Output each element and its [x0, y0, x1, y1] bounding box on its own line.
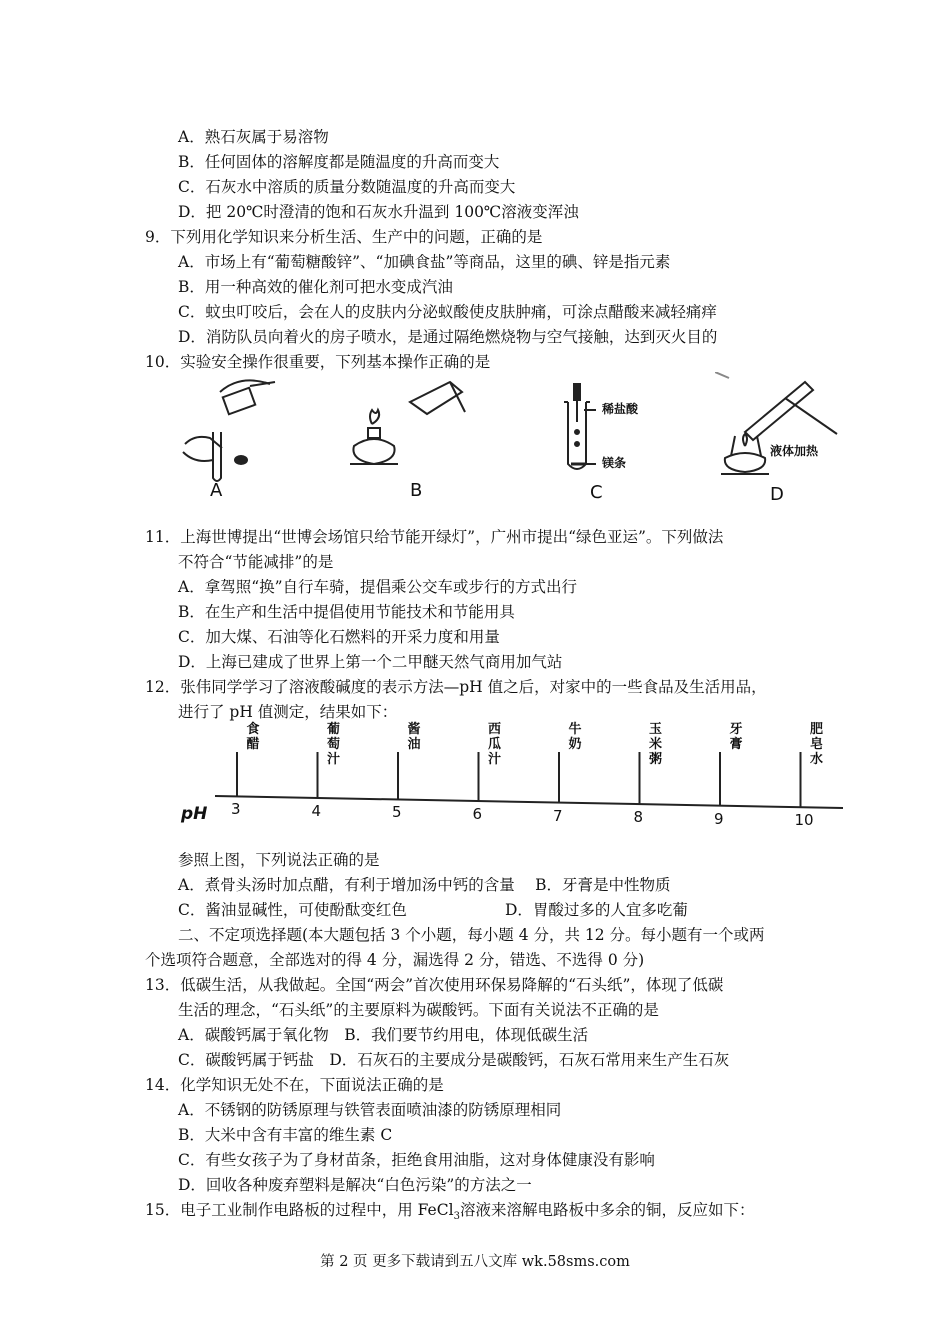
q14-stem: 14．化学知识无处不在，下面说法正确的是	[145, 1076, 444, 1094]
ph-tick-label: 3	[231, 800, 241, 819]
q11-stem-line2: 不符合“节能减排”的是	[178, 553, 334, 571]
q13-stem-line1: 13．低碳生活，从我做起。全国“两会”首次使用环保易降解的“石头纸”，体现了低碳	[145, 976, 724, 994]
q15-stem	[145, 1200, 754, 1227]
ph-tick-label: 6	[472, 805, 483, 824]
ph-scale-axis	[175, 718, 855, 834]
ph-item-label: 牙膏	[729, 722, 743, 752]
q14-option-a: A．不锈钢的防锈原理与铁管表面喷油漆的防锈原理相同	[178, 1101, 562, 1119]
q8-option-c: C．石灰水中溶质的质量分数随温度的升高而变大	[178, 178, 516, 196]
q11-stem-line1: 11．上海世博提出“世博会场馆只给节能开绿灯”，广州市提出“绿色亚运”。下列做法	[145, 528, 724, 546]
ph-item-label: 食醋	[246, 722, 260, 752]
q10-figures	[170, 372, 850, 512]
q8-option-b: B．任何固体的溶解度都是随温度的升高而变大	[178, 153, 500, 171]
ph-item-label: 西瓜汁	[487, 722, 501, 767]
figure-a-illustration	[175, 372, 285, 482]
figure-c-magnesium-label: 镁条	[602, 456, 627, 470]
q11-option-a: A．拿驾照“换”自行车骑，提倡乘公交车或步行的方式出行	[178, 578, 578, 596]
section2-line1: 二、不定项选择题(本大题包括 3 个小题，每小题 4 分，共 12 分。每小题有一个或两	[178, 926, 765, 944]
q13-stem-line2: 生活的理念，“石头纸”的主要原料为碳酸钙。下面有关说法不正确的是	[178, 1001, 659, 1019]
ph-tick-label: 9	[714, 809, 724, 828]
q12-option-c: C．酱油显碱性，可使酚酞变红色	[178, 901, 407, 919]
figure-a-label: A	[210, 480, 223, 501]
q12-option-d: D．胃酸过多的人宜多吃葡	[505, 901, 688, 919]
ph-tick-label: 8	[633, 808, 644, 827]
figure-c-acid-label: 稀盐酸	[602, 402, 639, 416]
q10-stem: 10．实验安全操作很重要，下列基本操作正确的是	[145, 353, 491, 371]
ph-scale-chart	[175, 718, 855, 834]
q15-stem-a: 15．电子工业制作电路板的过程中，用 FeCl	[145, 1201, 454, 1219]
q12-stem-line1: 12．张伟同学学习了溶液酸碱度的表示方法—pH 值之后，对家中的一些食品及生活用品，	[145, 678, 767, 696]
q9-option-d: D．消防队员向着火的房子喷水，是通过隔绝燃烧物与空气接触，达到灭火目的	[178, 328, 718, 346]
q14-option-b: B．大米中含有丰富的维生素 C	[178, 1126, 393, 1144]
section2-line2: 个选项符合题意，全部选对的得 4 分，漏选得 2 分，错选、不选得 0 分)	[145, 951, 645, 969]
q15-stem-sub: 3	[453, 1211, 460, 1223]
ph-tick-label: 7	[553, 806, 563, 825]
q8-option-a: A．熟石灰属于易溶物	[178, 128, 329, 146]
ph-item-label: 酱油	[407, 722, 421, 752]
ph-axis-line	[215, 796, 843, 808]
ph-tick-label: 4	[311, 801, 322, 820]
ph-item-label: 玉米粥	[648, 722, 662, 767]
figure-b-illustration	[350, 372, 470, 482]
q11-option-d: D．上海已建成了世界上第一个二甲醚天然气商用加气站	[178, 653, 563, 671]
q15-stem-b: 溶液来溶解电路板中多余的铜，反应如下：	[459, 1201, 755, 1219]
q9-option-c: C．蚊虫叮咬后，会在人的皮肤内分泌蚁酸使皮肤肿痛，可涂点醋酸来减轻痛痒	[178, 303, 717, 321]
page-footer: 第 2 页 更多下载请到五八文库 wk.58sms.com	[320, 1254, 630, 1270]
q9-stem: 9．下列用化学知识来分析生活、生产中的问题，正确的是	[145, 228, 543, 246]
ph-item-label: 牛奶	[568, 722, 582, 752]
ph-tick-label: 10	[794, 811, 814, 830]
ph-item-label: 肥皂水	[809, 722, 823, 767]
ph-axis-label: pH	[181, 804, 208, 824]
q9-option-a: A．市场上有“葡萄糖酸锌”、“加碘食盐”等商品，这里的碘、锌是指元素	[178, 253, 671, 271]
q12-stem-line2: 进行了 pH 值测定，结果如下：	[178, 703, 398, 721]
q11-option-b: B．在生产和生活中提倡使用节能技术和节能用具	[178, 603, 515, 621]
ph-item-label: 葡萄汁	[326, 722, 340, 767]
q11-option-c: C．加大煤、石油等化石燃料的开采力度和用量	[178, 628, 500, 646]
q8-option-d: D．把 20℃时澄清的饱和石灰水升温到 100℃溶液变浑浊	[178, 203, 579, 221]
q13-option-cd: C．碳酸钙属于钙盐 D．石灰石的主要成分是碳酸钙，石灰石常用来生产生石灰	[178, 1051, 730, 1069]
q14-option-c: C．有些女孩子为了身材苗条，拒绝食用油脂，这对身体健康没有影响	[178, 1151, 655, 1169]
ph-tick-label: 5	[392, 803, 402, 822]
figure-c-label: C	[590, 482, 603, 503]
q13-option-ab: A．碳酸钙属于氧化物 B．我们要节约用电，体现低碳生活	[178, 1026, 589, 1044]
q14-option-d: D．回收各种废弃塑料是解决“白色污染”的方法之一	[178, 1176, 532, 1194]
figure-d-label: D	[770, 484, 784, 505]
figure-b-label: B	[410, 480, 423, 501]
q12-option-ab: A．煮骨头汤时加点醋，有利于增加汤中钙的含量 B．牙膏是中性物质	[178, 876, 671, 894]
figure-d-heating-label: 液体加热	[770, 444, 819, 458]
figure-d-illustration	[715, 372, 850, 487]
q12-after-figure: 参照上图，下列说法正确的是	[178, 851, 380, 869]
q9-option-b: B．用一种高效的催化剂可把水变成汽油	[178, 278, 453, 296]
